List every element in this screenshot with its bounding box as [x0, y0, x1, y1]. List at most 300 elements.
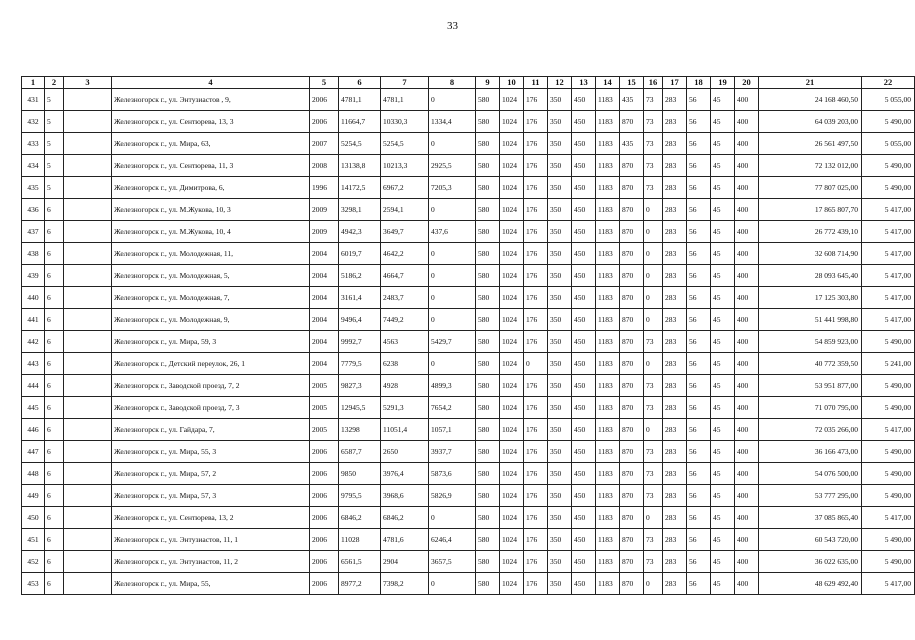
table-cell: 54 859 923,00	[759, 331, 862, 353]
table-cell: 283	[663, 551, 687, 573]
table-cell: 2005	[310, 397, 339, 419]
table-cell: 5 417,00	[862, 507, 915, 529]
table-row	[22, 111, 915, 133]
table-cell: 2925,5	[429, 155, 476, 177]
table-cell: 350	[548, 111, 572, 133]
address-cell: Железногорск г., ул. Гайдара, 7,	[112, 419, 310, 441]
table-cell: 437	[22, 221, 45, 243]
table-cell: 400	[735, 441, 759, 463]
table-cell: 176	[524, 265, 548, 287]
table-cell: 4781,1	[339, 89, 381, 111]
table-cell: 440	[22, 287, 45, 309]
table-row	[22, 529, 915, 551]
table-cell: 10213,3	[381, 155, 429, 177]
table-cell: 3657,5	[429, 551, 476, 573]
address-cell: Железногорск г., ул. Сентюрева, 13, 2	[112, 507, 310, 529]
table-cell: 0	[429, 89, 476, 111]
table-cell: 400	[735, 309, 759, 331]
table-cell: 580	[476, 177, 500, 199]
table-cell	[64, 199, 112, 221]
table-cell: 283	[663, 331, 687, 353]
table-cell: 1183	[596, 221, 620, 243]
table-cell: 350	[548, 551, 572, 573]
table-cell: 283	[663, 485, 687, 507]
table-cell: 176	[524, 331, 548, 353]
table-cell: 12945,5	[339, 397, 381, 419]
table-cell: 2008	[310, 155, 339, 177]
table-cell: 1024	[500, 441, 524, 463]
table-cell: 283	[663, 309, 687, 331]
table-cell: 8977,2	[339, 573, 381, 595]
table-cell: 53 777 295,00	[759, 485, 862, 507]
table-cell: 0	[429, 309, 476, 331]
table-cell: 350	[548, 463, 572, 485]
table-cell: 870	[620, 309, 644, 331]
table-cell: 13298	[339, 419, 381, 441]
table-cell: 1183	[596, 155, 620, 177]
table-cell: 870	[620, 419, 644, 441]
table-cell	[64, 573, 112, 595]
table-cell: 1183	[596, 177, 620, 199]
address-cell: Железногорск г., ул. Мира, 55,	[112, 573, 310, 595]
table-cell: 400	[735, 265, 759, 287]
table-cell: 1183	[596, 419, 620, 441]
table-cell: 5 490,00	[862, 529, 915, 551]
table-cell: 45	[711, 507, 735, 529]
table-cell: 7779,5	[339, 353, 381, 375]
table-cell: 400	[735, 551, 759, 573]
table-cell: 5429,7	[429, 331, 476, 353]
table-cell: 9496,4	[339, 309, 381, 331]
column-header: 4	[112, 77, 310, 89]
table-cell: 0	[429, 573, 476, 595]
table-row	[22, 199, 915, 221]
table-cell: 0	[429, 199, 476, 221]
table-cell: 450	[572, 375, 596, 397]
table-cell: 450	[572, 199, 596, 221]
table-cell: 283	[663, 287, 687, 309]
table-cell: 400	[735, 221, 759, 243]
table-cell: 2005	[310, 419, 339, 441]
table-cell: 350	[548, 397, 572, 419]
table-cell: 5 490,00	[862, 441, 915, 463]
table-cell: 3937,7	[429, 441, 476, 463]
table-cell: 0	[429, 507, 476, 529]
table-cell: 580	[476, 375, 500, 397]
table-cell: 45	[711, 155, 735, 177]
table-cell: 176	[524, 551, 548, 573]
table-cell: 283	[663, 155, 687, 177]
table-cell: 283	[663, 221, 687, 243]
table-cell: 24 168 460,50	[759, 89, 862, 111]
table-cell: 6	[45, 551, 64, 573]
table-cell: 45	[711, 331, 735, 353]
table-cell: 1024	[500, 507, 524, 529]
table-cell: 400	[735, 287, 759, 309]
table-row	[22, 419, 915, 441]
address-cell: Железногорск г., ул. Сентюрева, 13, 3	[112, 111, 310, 133]
table-cell: 443	[22, 353, 45, 375]
table-cell: 283	[663, 441, 687, 463]
table-cell: 60 543 720,00	[759, 529, 862, 551]
column-header: 20	[735, 77, 759, 89]
table-cell: 450	[572, 243, 596, 265]
table-row	[22, 287, 915, 309]
table-cell: 7205,3	[429, 177, 476, 199]
table-cell: 73	[644, 375, 663, 397]
table-cell: 6238	[381, 353, 429, 375]
table-cell: 0	[644, 419, 663, 441]
table-cell: 176	[524, 309, 548, 331]
column-header: 12	[548, 77, 572, 89]
table-body	[22, 89, 915, 595]
table-cell: 400	[735, 331, 759, 353]
column-header: 6	[339, 77, 381, 89]
table-cell: 176	[524, 89, 548, 111]
table-cell: 2006	[310, 507, 339, 529]
table-cell	[64, 331, 112, 353]
table-cell: 580	[476, 265, 500, 287]
table-cell: 73	[644, 485, 663, 507]
table-cell: 2006	[310, 551, 339, 573]
table-cell: 450	[572, 155, 596, 177]
table-cell: 5 417,00	[862, 221, 915, 243]
table-cell: 6	[45, 441, 64, 463]
table-cell: 4942,3	[339, 221, 381, 243]
table-cell: 870	[620, 177, 644, 199]
table-cell: 45	[711, 287, 735, 309]
table-cell: 0	[644, 265, 663, 287]
table-cell: 73	[644, 463, 663, 485]
table-cell: 283	[663, 265, 687, 287]
table-cell: 1024	[500, 287, 524, 309]
table-cell: 73	[644, 111, 663, 133]
table-cell: 400	[735, 133, 759, 155]
table-cell: 2006	[310, 441, 339, 463]
table-cell: 4781,6	[381, 529, 429, 551]
table-cell: 26 772 439,10	[759, 221, 862, 243]
table-cell: 0	[644, 309, 663, 331]
table-cell: 64 039 203,00	[759, 111, 862, 133]
table-cell: 7398,2	[381, 573, 429, 595]
table-cell: 72 035 266,00	[759, 419, 862, 441]
table-cell: 283	[663, 573, 687, 595]
table-cell: 400	[735, 485, 759, 507]
table-cell: 5 490,00	[862, 331, 915, 353]
table-row	[22, 155, 915, 177]
table-cell: 450	[572, 463, 596, 485]
table-cell: 73	[644, 331, 663, 353]
table-cell: 1183	[596, 309, 620, 331]
table-cell: 5 417,00	[862, 199, 915, 221]
table-cell: 6846,2	[339, 507, 381, 529]
table-cell: 45	[711, 221, 735, 243]
table-cell: 870	[620, 463, 644, 485]
table-cell: 5186,2	[339, 265, 381, 287]
table-cell: 0	[429, 243, 476, 265]
table-row	[22, 463, 915, 485]
table-cell: 1183	[596, 89, 620, 111]
table-cell: 176	[524, 155, 548, 177]
table-cell: 45	[711, 419, 735, 441]
table-cell: 870	[620, 397, 644, 419]
table-cell: 283	[663, 111, 687, 133]
table-cell: 435	[620, 89, 644, 111]
address-cell: Железногорск г., Заводской проезд, 7, 2	[112, 375, 310, 397]
table-cell	[64, 309, 112, 331]
table-cell: 350	[548, 419, 572, 441]
table-cell: 4899,3	[429, 375, 476, 397]
table-cell: 0	[644, 199, 663, 221]
table-row	[22, 177, 915, 199]
table-cell	[64, 507, 112, 529]
table-cell: 580	[476, 441, 500, 463]
table-cell: 1024	[500, 353, 524, 375]
table-cell: 45	[711, 573, 735, 595]
table-cell: 5 490,00	[862, 111, 915, 133]
table-cell: 176	[524, 485, 548, 507]
table-cell	[64, 89, 112, 111]
table-cell: 1183	[596, 441, 620, 463]
table-cell: 53 951 877,00	[759, 375, 862, 397]
table-cell: 2004	[310, 287, 339, 309]
table-cell: 2009	[310, 199, 339, 221]
table-cell: 11028	[339, 529, 381, 551]
column-header: 17	[663, 77, 687, 89]
table-cell: 1024	[500, 573, 524, 595]
table-cell: 283	[663, 89, 687, 111]
table-cell: 10330,3	[381, 111, 429, 133]
table-cell: 176	[524, 111, 548, 133]
table-cell: 56	[687, 89, 711, 111]
table-cell: 350	[548, 441, 572, 463]
table-cell: 9827,3	[339, 375, 381, 397]
table-cell: 6	[45, 265, 64, 287]
table-cell: 73	[644, 89, 663, 111]
column-header: 19	[711, 77, 735, 89]
table-cell: 45	[711, 529, 735, 551]
table-cell: 450	[572, 331, 596, 353]
address-cell: Железногорск г., ул. Мира, 59, 3	[112, 331, 310, 353]
column-header: 18	[687, 77, 711, 89]
table-cell: 400	[735, 177, 759, 199]
table-cell: 350	[548, 155, 572, 177]
table-cell: 1183	[596, 529, 620, 551]
table-cell: 45	[711, 463, 735, 485]
table-cell: 176	[524, 287, 548, 309]
table-cell: 0	[644, 353, 663, 375]
table-cell: 1183	[596, 287, 620, 309]
table-cell: 0	[644, 243, 663, 265]
table-cell: 580	[476, 397, 500, 419]
table-cell: 444	[22, 375, 45, 397]
table-cell: 1024	[500, 155, 524, 177]
table-cell: 45	[711, 397, 735, 419]
table-cell: 400	[735, 419, 759, 441]
table-cell: 283	[663, 463, 687, 485]
table-cell: 2004	[310, 353, 339, 375]
table-cell: 56	[687, 485, 711, 507]
table-cell: 4781,1	[381, 89, 429, 111]
column-header: 1	[22, 77, 45, 89]
table-cell: 870	[620, 441, 644, 463]
table-cell: 400	[735, 243, 759, 265]
table-cell: 350	[548, 573, 572, 595]
table-cell: 1183	[596, 463, 620, 485]
table-cell: 45	[711, 111, 735, 133]
table-cell: 283	[663, 353, 687, 375]
table-cell: 56	[687, 331, 711, 353]
column-header: 13	[572, 77, 596, 89]
table-cell: 0	[644, 507, 663, 529]
table-cell: 73	[644, 529, 663, 551]
table-cell: 1024	[500, 89, 524, 111]
table-row	[22, 573, 915, 595]
table-cell: 450	[572, 507, 596, 529]
table-cell: 350	[548, 133, 572, 155]
table-cell: 6	[45, 331, 64, 353]
table-cell: 580	[476, 199, 500, 221]
table-cell: 450	[572, 419, 596, 441]
table-cell: 176	[524, 397, 548, 419]
table-cell: 71 070 795,00	[759, 397, 862, 419]
table-cell: 73	[644, 397, 663, 419]
table-cell: 5 490,00	[862, 551, 915, 573]
table-cell: 580	[476, 89, 500, 111]
table-cell: 54 076 500,00	[759, 463, 862, 485]
table-cell: 56	[687, 573, 711, 595]
table-cell: 450	[572, 573, 596, 595]
table-cell: 436	[22, 199, 45, 221]
table-cell: 56	[687, 111, 711, 133]
table-cell: 1183	[596, 133, 620, 155]
table-row	[22, 331, 915, 353]
table-cell: 6846,2	[381, 507, 429, 529]
table-cell: 5	[45, 89, 64, 111]
table-cell: 3976,4	[381, 463, 429, 485]
table-cell: 350	[548, 309, 572, 331]
table-cell	[64, 551, 112, 573]
table-cell: 350	[548, 199, 572, 221]
table-cell: 350	[548, 265, 572, 287]
table-cell: 450	[572, 221, 596, 243]
table-cell	[64, 243, 112, 265]
table-cell: 580	[476, 353, 500, 375]
table-cell: 350	[548, 287, 572, 309]
table-cell: 283	[663, 419, 687, 441]
table-cell: 441	[22, 309, 45, 331]
table-cell: 400	[735, 529, 759, 551]
table-cell: 1183	[596, 111, 620, 133]
table-cell: 580	[476, 573, 500, 595]
table-cell: 2005	[310, 375, 339, 397]
table-cell: 453	[22, 573, 45, 595]
table-cell: 45	[711, 309, 735, 331]
table-cell: 431	[22, 89, 45, 111]
table-cell	[64, 265, 112, 287]
table-cell: 283	[663, 133, 687, 155]
table-cell: 580	[476, 287, 500, 309]
column-header: 21	[759, 77, 862, 89]
table-cell: 5	[45, 155, 64, 177]
table-cell: 1996	[310, 177, 339, 199]
table-cell: 14172,5	[339, 177, 381, 199]
table-cell: 870	[620, 551, 644, 573]
table-cell: 45	[711, 133, 735, 155]
table-cell	[64, 485, 112, 507]
table-cell: 1183	[596, 243, 620, 265]
table-cell: 5	[45, 177, 64, 199]
table-cell: 45	[711, 177, 735, 199]
table-cell: 870	[620, 221, 644, 243]
table-cell: 1183	[596, 265, 620, 287]
table-cell: 350	[548, 331, 572, 353]
table-cell: 9795,5	[339, 485, 381, 507]
table-cell: 45	[711, 353, 735, 375]
table-cell: 283	[663, 529, 687, 551]
table-cell: 176	[524, 419, 548, 441]
table-cell: 1183	[596, 375, 620, 397]
table-cell: 5 417,00	[862, 287, 915, 309]
table-cell: 3649,7	[381, 221, 429, 243]
table-cell: 450	[572, 529, 596, 551]
table-cell: 870	[620, 573, 644, 595]
table-cell	[64, 441, 112, 463]
address-cell: Железногорск г., ул. Молодежная, 9,	[112, 309, 310, 331]
table-cell: 0	[644, 573, 663, 595]
table-cell: 3968,6	[381, 485, 429, 507]
table-cell	[64, 529, 112, 551]
table-cell: 6	[45, 507, 64, 529]
address-cell: Железногорск г., ул. Мира, 63,	[112, 133, 310, 155]
table-cell: 350	[548, 375, 572, 397]
table-cell: 6	[45, 419, 64, 441]
address-cell: Железногорск г., ул. Энтузиастов, 11, 1	[112, 529, 310, 551]
table-cell: 5873,6	[429, 463, 476, 485]
table-cell: 1024	[500, 485, 524, 507]
table-cell: 36 166 473,00	[759, 441, 862, 463]
table-cell: 283	[663, 507, 687, 529]
address-cell: Железногорск г., ул. Мира, 57, 3	[112, 485, 310, 507]
table-cell: 1057,1	[429, 419, 476, 441]
table-cell: 283	[663, 375, 687, 397]
table-cell: 870	[620, 375, 644, 397]
table-cell: 11051,4	[381, 419, 429, 441]
table-cell: 580	[476, 551, 500, 573]
table-cell: 2004	[310, 331, 339, 353]
table-cell	[64, 353, 112, 375]
table-cell: 56	[687, 551, 711, 573]
table-cell: 1183	[596, 353, 620, 375]
table-cell: 870	[620, 507, 644, 529]
table-cell	[64, 133, 112, 155]
table-cell: 176	[524, 441, 548, 463]
column-header: 8	[429, 77, 476, 89]
table-cell: 1024	[500, 419, 524, 441]
table-cell: 56	[687, 507, 711, 529]
table-cell: 56	[687, 155, 711, 177]
table-cell: 450	[572, 353, 596, 375]
table-cell: 1024	[500, 133, 524, 155]
table-cell: 1024	[500, 243, 524, 265]
table-cell: 6587,7	[339, 441, 381, 463]
table-cell: 580	[476, 221, 500, 243]
table-cell	[64, 177, 112, 199]
table-cell: 433	[22, 133, 45, 155]
table-cell: 1024	[500, 529, 524, 551]
table-cell: 45	[711, 265, 735, 287]
table-cell	[64, 419, 112, 441]
